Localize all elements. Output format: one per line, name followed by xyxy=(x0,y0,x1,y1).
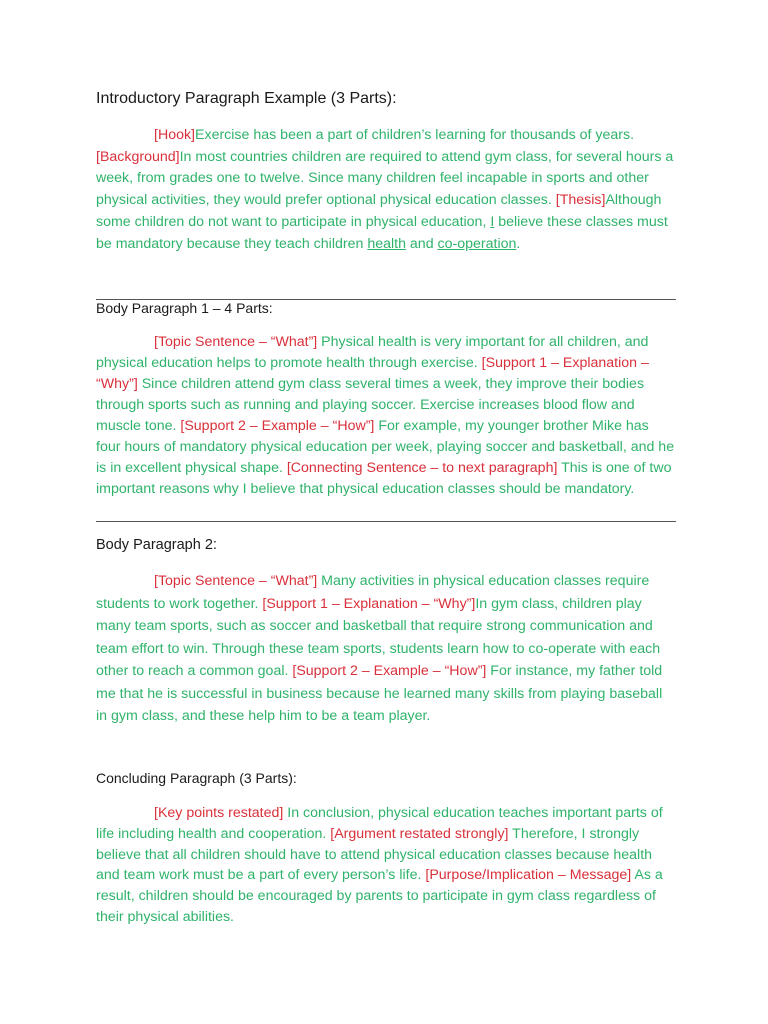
thesis-label: [Thesis] xyxy=(555,192,606,209)
body1-topic-label: [Topic Sentence – “What”] xyxy=(154,334,318,350)
key-points-label: [Key points restated] xyxy=(154,805,284,821)
argument-label: [Argument restated strongly] xyxy=(330,825,509,842)
key-points-text: In conclusion, physical education teaches important parts of life including health and cooperation. xyxy=(96,805,663,842)
thesis-i: I xyxy=(490,213,495,230)
argument-text: Therefore, I strongly believe that all children should have to attend physical education classes because health and team work must be a part of every person’s life. xyxy=(96,825,653,884)
body2-support1-text: In gym class, children play many team sports, such as soccer and basketball that require strong communication and team effort to win. Through these team sports, students learn how to co-operate with each other to reach a common goal. xyxy=(96,595,661,679)
body2-paragraph xyxy=(96,570,676,728)
body1-connecting-label: [Connecting Sentence – to next paragraph] xyxy=(286,460,558,476)
background-text: In most countries children are required to attend gym class, for several hours a week, from grades one to twelve. Since many children feel incapable in sports and other physical activities, they would prefer optional physical education classes. xyxy=(96,148,674,209)
intro-paragraph xyxy=(96,125,676,255)
body1-support2-label: [Support 2 – Example – “How”] xyxy=(180,418,375,434)
body1-support2-text: For example, my younger brother Mike has four hours of mandatory physical education per week, playing soccer and basketball, and he is in excellent physical shape. xyxy=(96,418,675,476)
body2-support2-text: For instance, my father told me that he is successful in business because he learned many skills from playing baseball in gym class, and these help him to be a team player. xyxy=(96,663,663,724)
thesis-text-2: believe these classes must be mandatory because they teach children xyxy=(96,213,668,252)
body1-support1-label: [Support 1 – Explanation – “Why”] xyxy=(96,355,649,392)
intro-heading: Introductory Paragraph Example (3 Parts): xyxy=(96,90,397,107)
divider-bottom xyxy=(96,521,676,522)
background-label: [Background] xyxy=(96,148,180,165)
hook-label: [Hook] xyxy=(154,127,196,143)
body1-topic-text: Physical health is very important for all children, and physical education helps to promote health through exercise. xyxy=(96,334,649,371)
body2-topic-text: Many activities in physical education classes require students to work together. xyxy=(96,573,650,612)
body2-support1-label: [Support 1 – Explanation – “Why”] xyxy=(262,595,476,612)
body1-support1-text: Since children attend gym class several times a week, they improve their bodies through sports such as running and playing soccer. Exercise increases blood flow and muscle tone. xyxy=(96,376,645,434)
body1-heading: Body Paragraph 1 – 4 Parts: xyxy=(96,300,273,316)
body2-heading: Body Paragraph 2: xyxy=(96,537,217,553)
conclusion-heading: Concluding Paragraph (3 Parts): xyxy=(96,770,297,786)
thesis-end: . xyxy=(516,235,521,252)
purpose-label: [Purpose/Implication – Message] xyxy=(425,867,632,884)
body2-topic-label: [Topic Sentence – “What”] xyxy=(154,573,318,589)
thesis-health: health xyxy=(367,235,406,252)
thesis-and: and xyxy=(405,235,438,252)
body2-support2-label: [Support 2 – Example – “How”] xyxy=(292,663,487,679)
purpose-text: As a result, children should be encouraged by parents to participate in gym class regardless of their physical abilities. xyxy=(96,867,663,925)
thesis-cooperation: co-operation xyxy=(437,235,517,252)
conclusion-paragraph xyxy=(96,803,676,928)
body1-paragraph xyxy=(96,332,676,500)
body1-connecting-text: This is one of two important reasons why I believe that physical education classes should be mandatory. xyxy=(96,460,672,497)
thesis-text-1: Although some children do not want to participate in physical education, xyxy=(96,192,662,230)
hook-text: Exercise has been a part of children’s learning for thousands of years. xyxy=(195,127,635,143)
